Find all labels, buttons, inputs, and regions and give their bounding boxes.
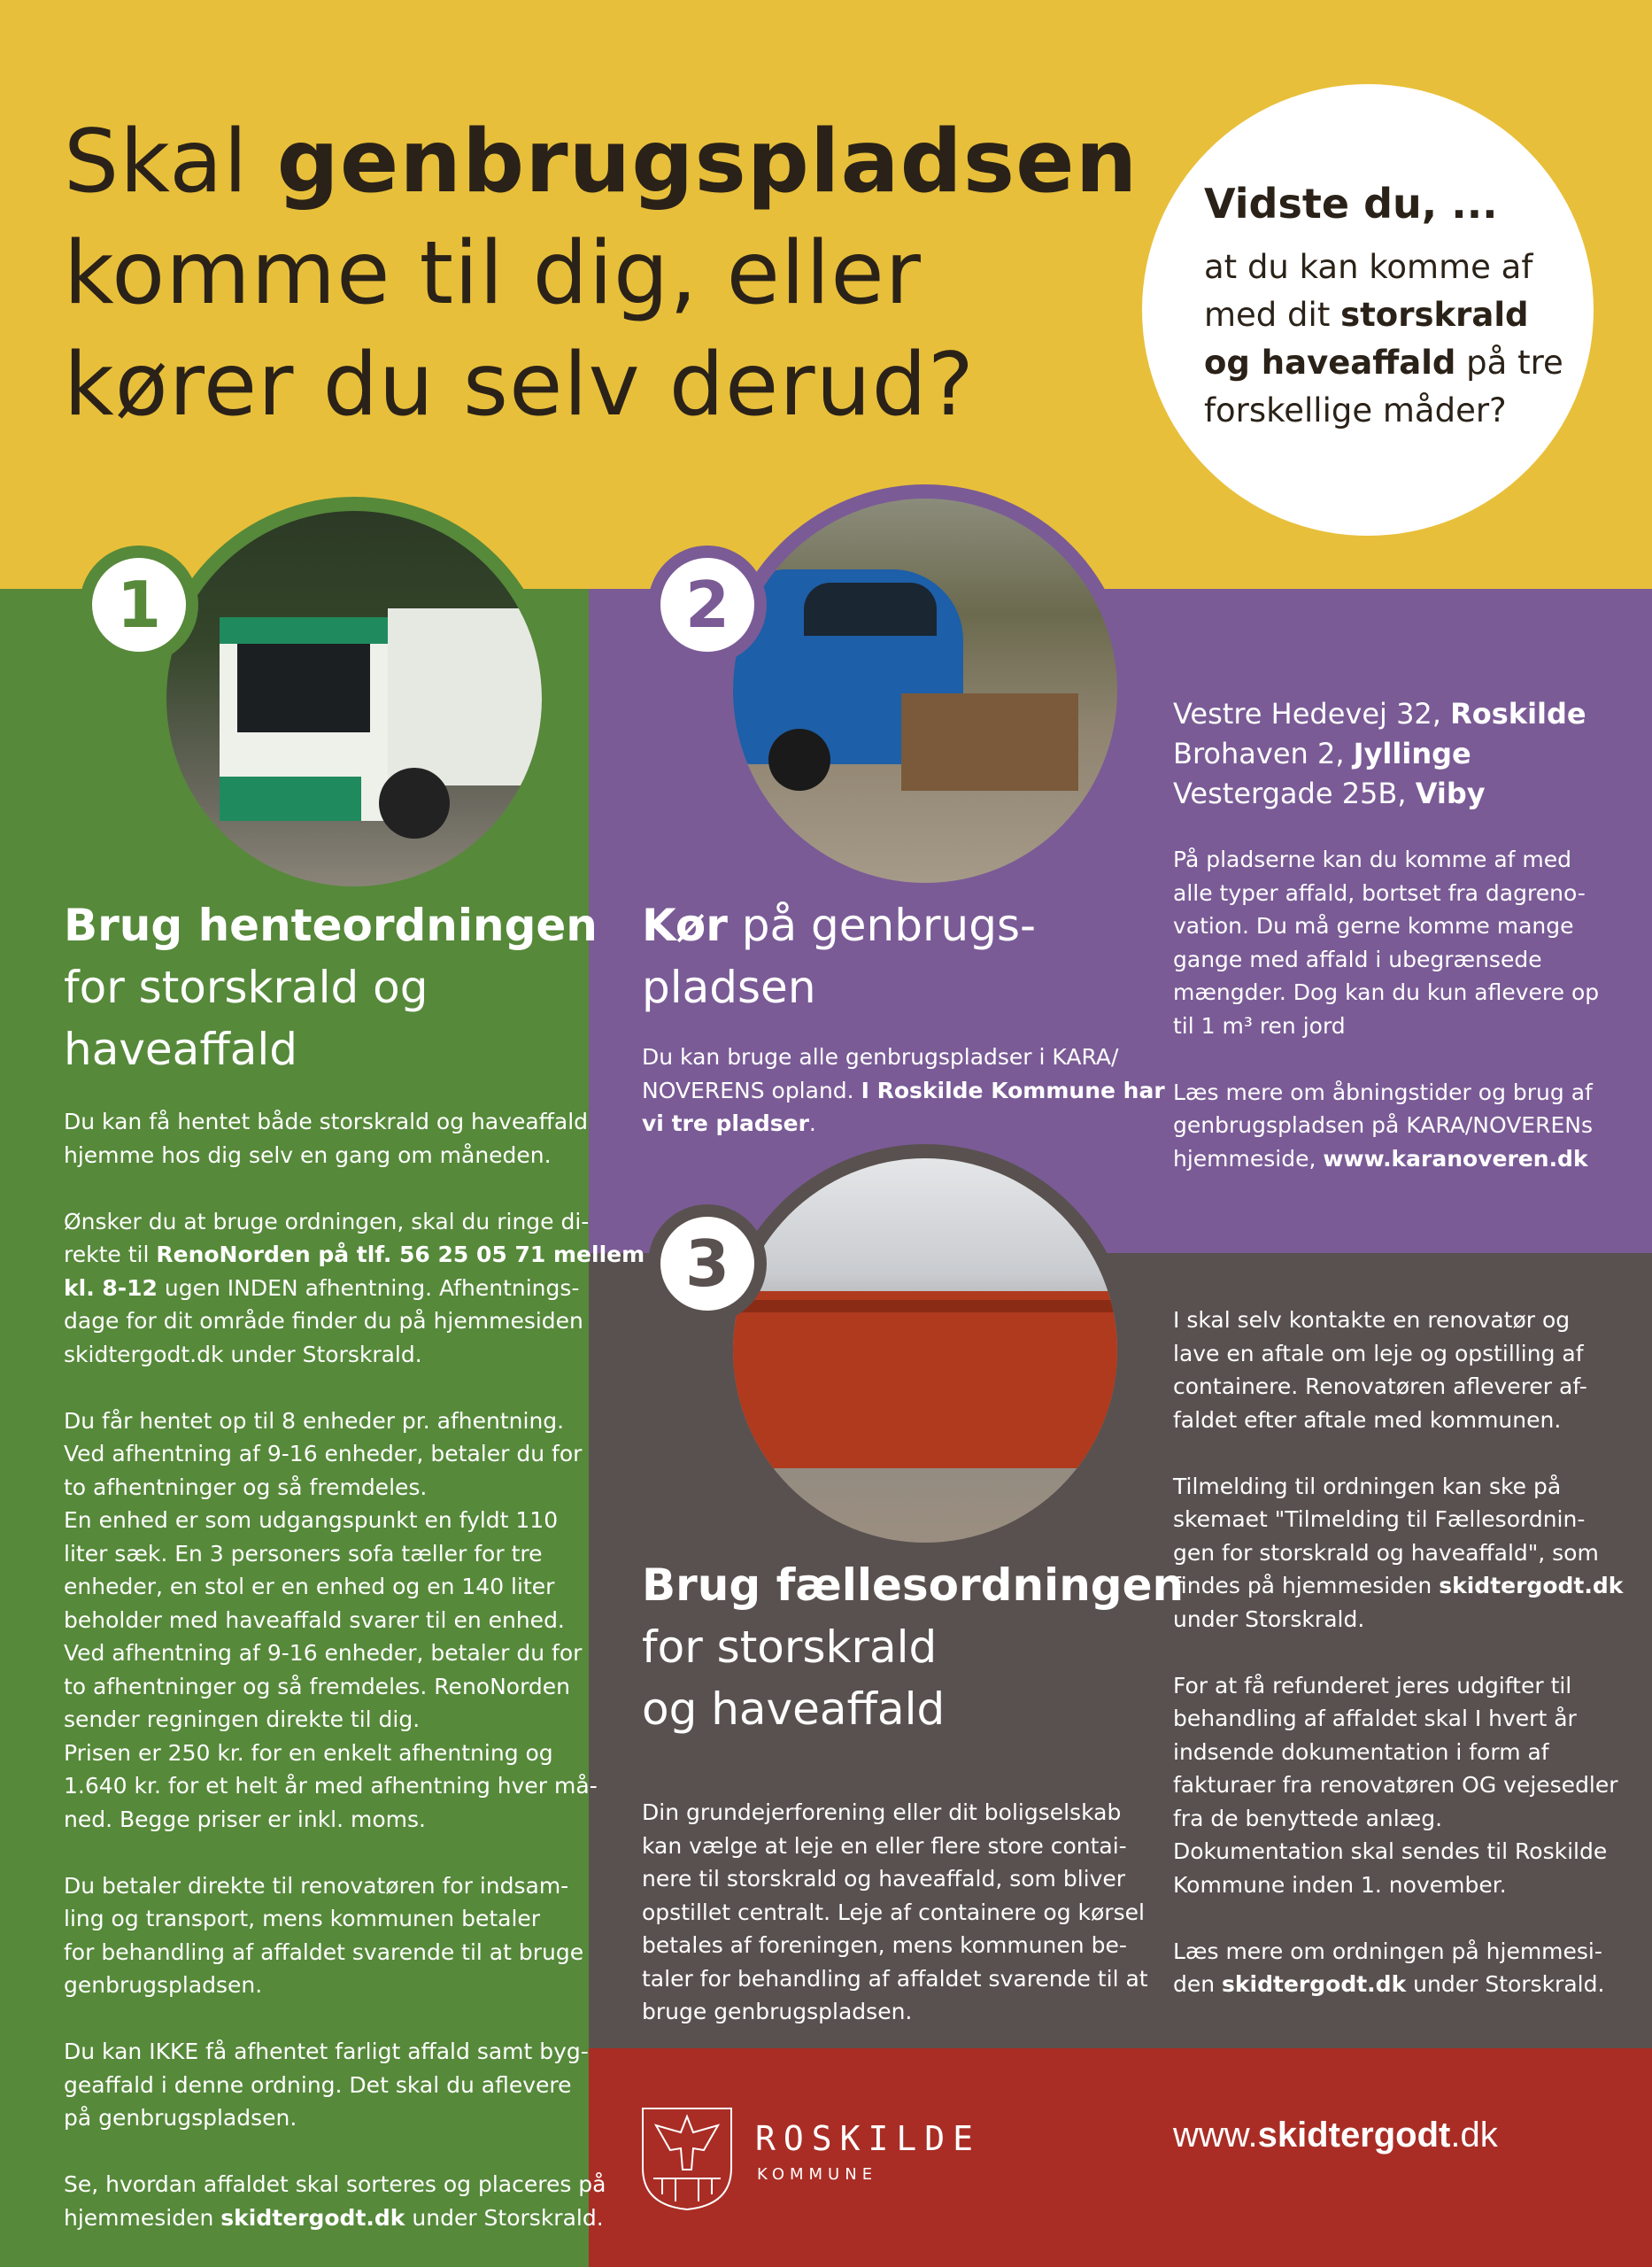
bold-text: Brug fællesordningen — [642, 1559, 1185, 1611]
footer-band — [589, 2048, 1652, 2267]
step-3-badge — [648, 1204, 767, 1323]
text: under Storskrald. — [1406, 1971, 1605, 1997]
bold-text: Roskilde — [1450, 697, 1586, 731]
step-1-badge — [80, 545, 198, 664]
url-prefix: www. — [1173, 2116, 1258, 2155]
text: ugen INDEN afhentning. Afhentnings- dage for dit område finder du på hjemmesiden skidtergodt.dk under Storskrald. Du får hentet op til 8 enheder pr. afhentning. Ved afhentning af 9-16 enheder, betaler du for to afhentninger og så fremdeles. En enhed er som udgangspunkt en fyldt 110 liter sæk. En 3 personers sofa tæller for tre enheder, en stol er en enhed og en 140 liter beholder med haveaffald svarer til en enhed. Ved afhentning af 9-16 enheder, betaler du for to afhentninger og så fremdeles. RenoNorden sender regningen direkte til dig. Prisen er 250 kr. for en enkelt afhentning og 1.640 kr. for et helt år med afhentning hver må- ned. Begge priser er inkl. moms. Du betaler direkte til renovatøren for indsam- ling og transport, mens kommunen betaler for behandling af affaldet svarende til at bruge genbrugspladsen. Du kan IKKE få afhentet farligt affald samt byg- geaffald i denne ordning. Det skal du aflevere på genbrugspladsen. Se, hvordan affaldet skal sorteres og placeres på hjemmesiden — [64, 1274, 606, 2231]
url-domain: skidtergodt — [1257, 2116, 1451, 2155]
step-number: 1 — [92, 558, 186, 652]
recycling-addresses — [1173, 694, 1586, 814]
text: Du kan få hentet både storskrald og haveaffald hjemme hos dig selv en gang om måneden. Ønsker du at bruge ordningen, skal du ringe di- rekte til — [64, 1109, 590, 1267]
bold-text: Kør — [642, 900, 728, 951]
text: at du kan komme af med dit — [1204, 248, 1533, 334]
bold-text: www.karanoveren.dk — [1323, 1145, 1588, 1172]
section-3-details — [1173, 1304, 1623, 2001]
step-2-badge — [648, 545, 767, 664]
bold-text: RenoNorden på tlf. 56 25 05 71 mellem kl. 8-12 — [64, 1242, 645, 1301]
section-2-body — [642, 1041, 1165, 1141]
car-with-trailer-photo — [733, 499, 1117, 883]
text: Din grundejerforening eller dit boligselskab kan vælge at leje en eller flere store contai- nere til storskrald og haveaffald, som bliver opstillet centralt. Leje af containere og kørsel betales af foreningen, mens kommunen be- taler for behandling af affaldet svarende til at bruge genbrugspladsen. — [642, 1799, 1148, 2024]
text: Vestre Hedevej 32, — [1173, 697, 1451, 731]
bold-text: Viby — [1415, 777, 1486, 810]
text: I skal selv kontakte en renovatør og lave en aftale om leje og opstilling af containere. Renovatøren afleverer af- faldet efter aftale med kommunen. Tilmelding til ordningen kan ske på skemaet "Tilmelding til Fællesordnin- gen for storskrald og haveaffald", som findes på hjemmesiden — [1173, 1307, 1599, 1598]
text: for storskrald og haveaffald — [64, 962, 428, 1075]
text: komme til dig, eller kører du selv derud? — [64, 223, 975, 436]
info-bubble — [1142, 84, 1594, 536]
text: Skal — [64, 112, 277, 213]
bubble-text — [1204, 244, 1563, 435]
url-suffix: .dk — [1450, 2116, 1498, 2155]
step-number: 3 — [660, 1217, 754, 1311]
text: Brohaven 2, — [1173, 737, 1345, 770]
text: under Storskrald. For at få refunderet jeres udgifter til behandling af affaldet skal I hvert år indsende dokumentation i form af fakturaer fra renovatøren OG vejesedler fra de benyttede anlæg. Dokumentation skal sendes til Roskilde Kommune inden 1. november. Læs mere om ordningen på hjemmesi- den — [1173, 1605, 1618, 1997]
bold-text: skidtergodt.dk — [1222, 1971, 1407, 1997]
section-3-heading — [642, 1554, 1184, 1740]
text: . — [808, 1110, 816, 1136]
text: på genbrugs- pladsen — [642, 900, 1037, 1013]
text: Vestergade 25B, — [1173, 777, 1407, 810]
section-2-heading — [642, 894, 1036, 1018]
section-1-body — [64, 1105, 645, 2234]
text: for storskrald og haveaffald — [642, 1621, 946, 1735]
containers-photo — [733, 1158, 1117, 1543]
step-number: 2 — [660, 558, 754, 652]
bold-text: genbrugspladsen — [276, 112, 1139, 213]
section-2-details — [1173, 843, 1599, 1175]
website-link[interactable] — [1173, 2116, 1498, 2155]
roskilde-coat-of-arms-logo — [640, 2106, 734, 2212]
bold-text: I Roskilde Kommune har vi tre pladser — [642, 1077, 1165, 1136]
section-3-body — [642, 1796, 1148, 2029]
bold-text: storskrald og haveaffald — [1204, 296, 1529, 382]
bubble-heading: Vidste du, ... — [1204, 180, 1498, 228]
logo-subtitle: KOMMUNE — [757, 2165, 878, 2184]
bold-text: skidtergodt.dk — [1439, 1573, 1624, 1598]
logo-name: ROSKILDE — [755, 2119, 982, 2158]
bold-text: skidtergodt.dk — [220, 2204, 405, 2231]
bold-text: Jyllinge — [1353, 737, 1471, 770]
garbage-truck-photo — [166, 511, 542, 886]
text: på tre forskellige måder? — [1204, 344, 1563, 429]
text: under Storskrald. — [405, 2204, 604, 2231]
bold-text: Brug henteordningen — [64, 900, 598, 951]
text: Du kan bruge alle genbrugspladser i KARA/ NOVERENS opland. — [642, 1044, 1119, 1103]
page-title — [64, 106, 1138, 441]
text: På pladserne kan du komme af med alle typer affald, bortset fra dagreno- vation. Du må gerne komme mange gange med affald i ubegrænsede mængder. Dog kan du kun aflevere op til 1 m³ ren jord Læs mere om åbningstider og brug af genbrugspladsen på KARA/NOVERENs hjemmeside, — [1173, 847, 1600, 1172]
section-1-heading — [64, 894, 598, 1080]
